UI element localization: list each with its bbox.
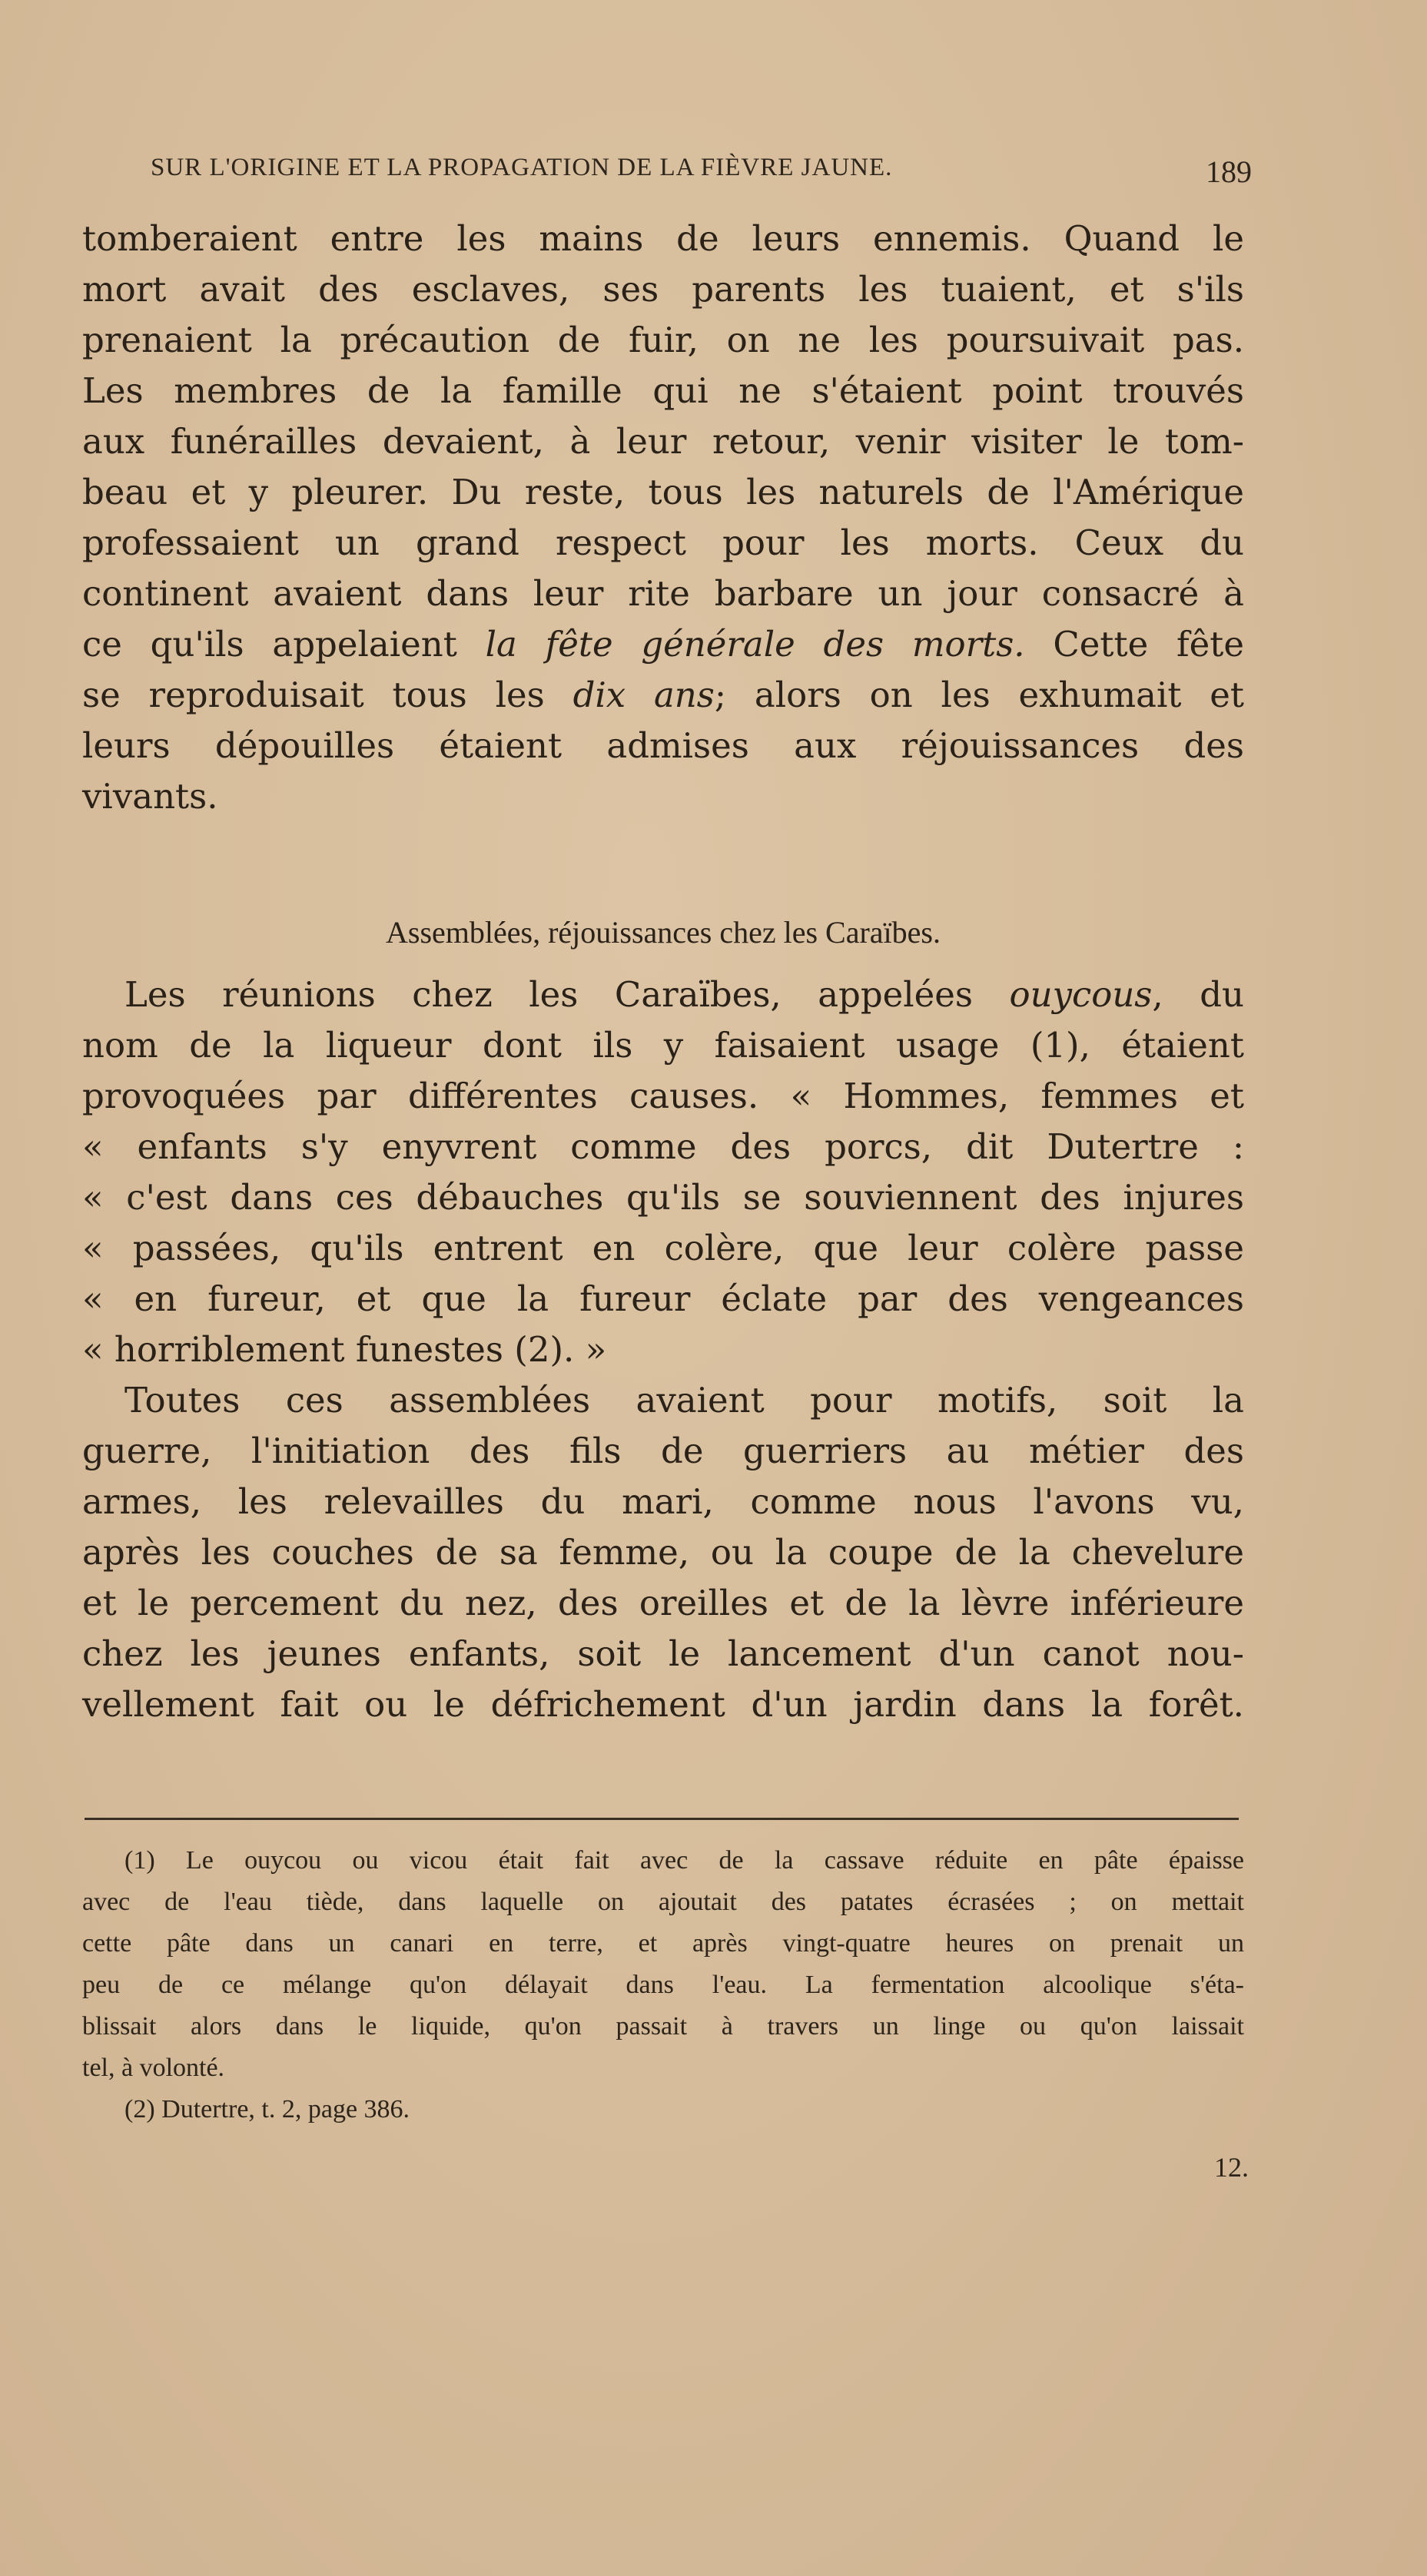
running-header <box>151 154 1259 200</box>
text-run: Les réunions chez les Caraïbes, appelées <box>124 974 1010 1015</box>
text-line: et le percement du nez, des oreilles et de la lèvre inférieure <box>82 1583 1244 1623</box>
text-line: leurs dépouilles étaient admises aux réjouissances des <box>82 725 1244 766</box>
text-run: ; alors on les exhumait et <box>714 675 1244 715</box>
footnote-line: (1) Le ouycou ou vicou était fait avec de la cassave réduite en pâte épaisse <box>124 1846 1244 1875</box>
text-line: tomberaient entre les mains de leurs ennemis. Quand le <box>82 218 1244 259</box>
text-run: ce qu'ils appelaient <box>82 624 486 665</box>
text-line: guerre, l'initiation des fils de guerriers au métier des <box>82 1431 1244 1471</box>
italic-phrase: la fête générale des morts. <box>485 624 1025 665</box>
text-line: professaient un grand respect pour les morts. Ceux du <box>82 522 1244 563</box>
footnote-line: (2) Dutertre, t. 2, page 386. <box>124 2095 410 2123</box>
text-line: « en fureur, et que la fureur éclate par des vengeances <box>82 1278 1244 1319</box>
text-line: mort avait des esclaves, ses parents les tuaient, et s'ils <box>82 269 1244 310</box>
text-line: vellement fait ou le défrichement d'un jardin dans la forêt. <box>82 1684 1244 1725</box>
footnotes <box>82 1840 1244 2130</box>
text-line: continent avaient dans leur rite barbare un jour consacré à <box>82 573 1244 614</box>
text-line: chez les jeunes enfants, soit le lancement d'un canot nou- <box>82 1633 1244 1674</box>
paragraph-funeral-customs <box>82 214 1244 822</box>
text-line: prenaient la précaution de fuir, on ne les poursuivait pas. <box>82 320 1244 360</box>
text-line: beau et y pleurer. Du reste, tous les naturels de l'Amérique <box>82 472 1244 512</box>
text-line-with-italic <box>82 970 1244 1020</box>
footnote-divider <box>85 1818 1239 1820</box>
text-line: « enfants s'y enyvrent comme des porcs, dit Dutertre : <box>82 1126 1244 1167</box>
page-number: 189 <box>1206 154 1252 189</box>
text-line: provoquées par différentes causes. « Hommes, femmes et <box>82 1076 1244 1116</box>
footnote-line: blissait alors dans le liquide, qu'on passait à travers un linge ou qu'on laissait <box>82 2012 1244 2041</box>
text-line: vivants. <box>82 776 218 817</box>
text-line: armes, les relevailles du mari, comme nous l'avons vu, <box>82 1481 1244 1522</box>
footnote-line: avec de l'eau tiède, dans laquelle on ajoutait des patates écrasées ; on mettait <box>82 1888 1244 1916</box>
italic-phrase: dix ans <box>572 675 715 715</box>
footnote-line: cette pâte dans un canari en terre, et après vingt-quatre heures on prenait un <box>82 1929 1244 1958</box>
text-line: « horriblement funestes (2). » <box>82 1329 607 1370</box>
italic-phrase: ouycous <box>1009 974 1153 1015</box>
text-line-with-italic <box>82 619 1244 670</box>
text-run: se reproduisait tous les <box>82 675 573 715</box>
text-line: Les membres de la famille qui ne s'étaient point trouvés <box>82 370 1244 411</box>
signature-mark: 12. <box>1214 2152 1249 2183</box>
footnote-line: tel, à volonté. <box>82 2054 225 2082</box>
text-run: Cette fête <box>1024 624 1244 665</box>
text-line: « c'est dans ces débauches qu'ils se souviennent des injures <box>82 1177 1244 1218</box>
paragraph-gatherings <box>82 970 1244 1730</box>
text-line: Toutes ces assemblées avaient pour motifs, soit la <box>124 1380 1244 1421</box>
text-line: nom de la liqueur dont ils y faisaient usage (1), étaient <box>82 1025 1244 1066</box>
text-line-with-italic <box>82 670 1244 721</box>
text-line: « passées, qu'ils entrent en colère, que leur colère passe <box>82 1228 1244 1268</box>
running-title: SUR L'ORIGINE ET LA PROPAGATION DE LA FIÈVRE JAUNE. <box>151 154 893 181</box>
text-line: aux funérailles devaient, à leur retour, venir visiter le tom- <box>82 421 1244 462</box>
text-line: après les couches de sa femme, ou la coupe de la chevelure <box>82 1532 1244 1573</box>
text-run: , du <box>1152 974 1244 1015</box>
section-heading: Assemblées, réjouissances chez les Caraïbes. <box>386 915 941 950</box>
footnote-line: peu de ce mélange qu'on délayait dans l'eau. La fermentation alcoolique s'éta- <box>82 1971 1244 1999</box>
